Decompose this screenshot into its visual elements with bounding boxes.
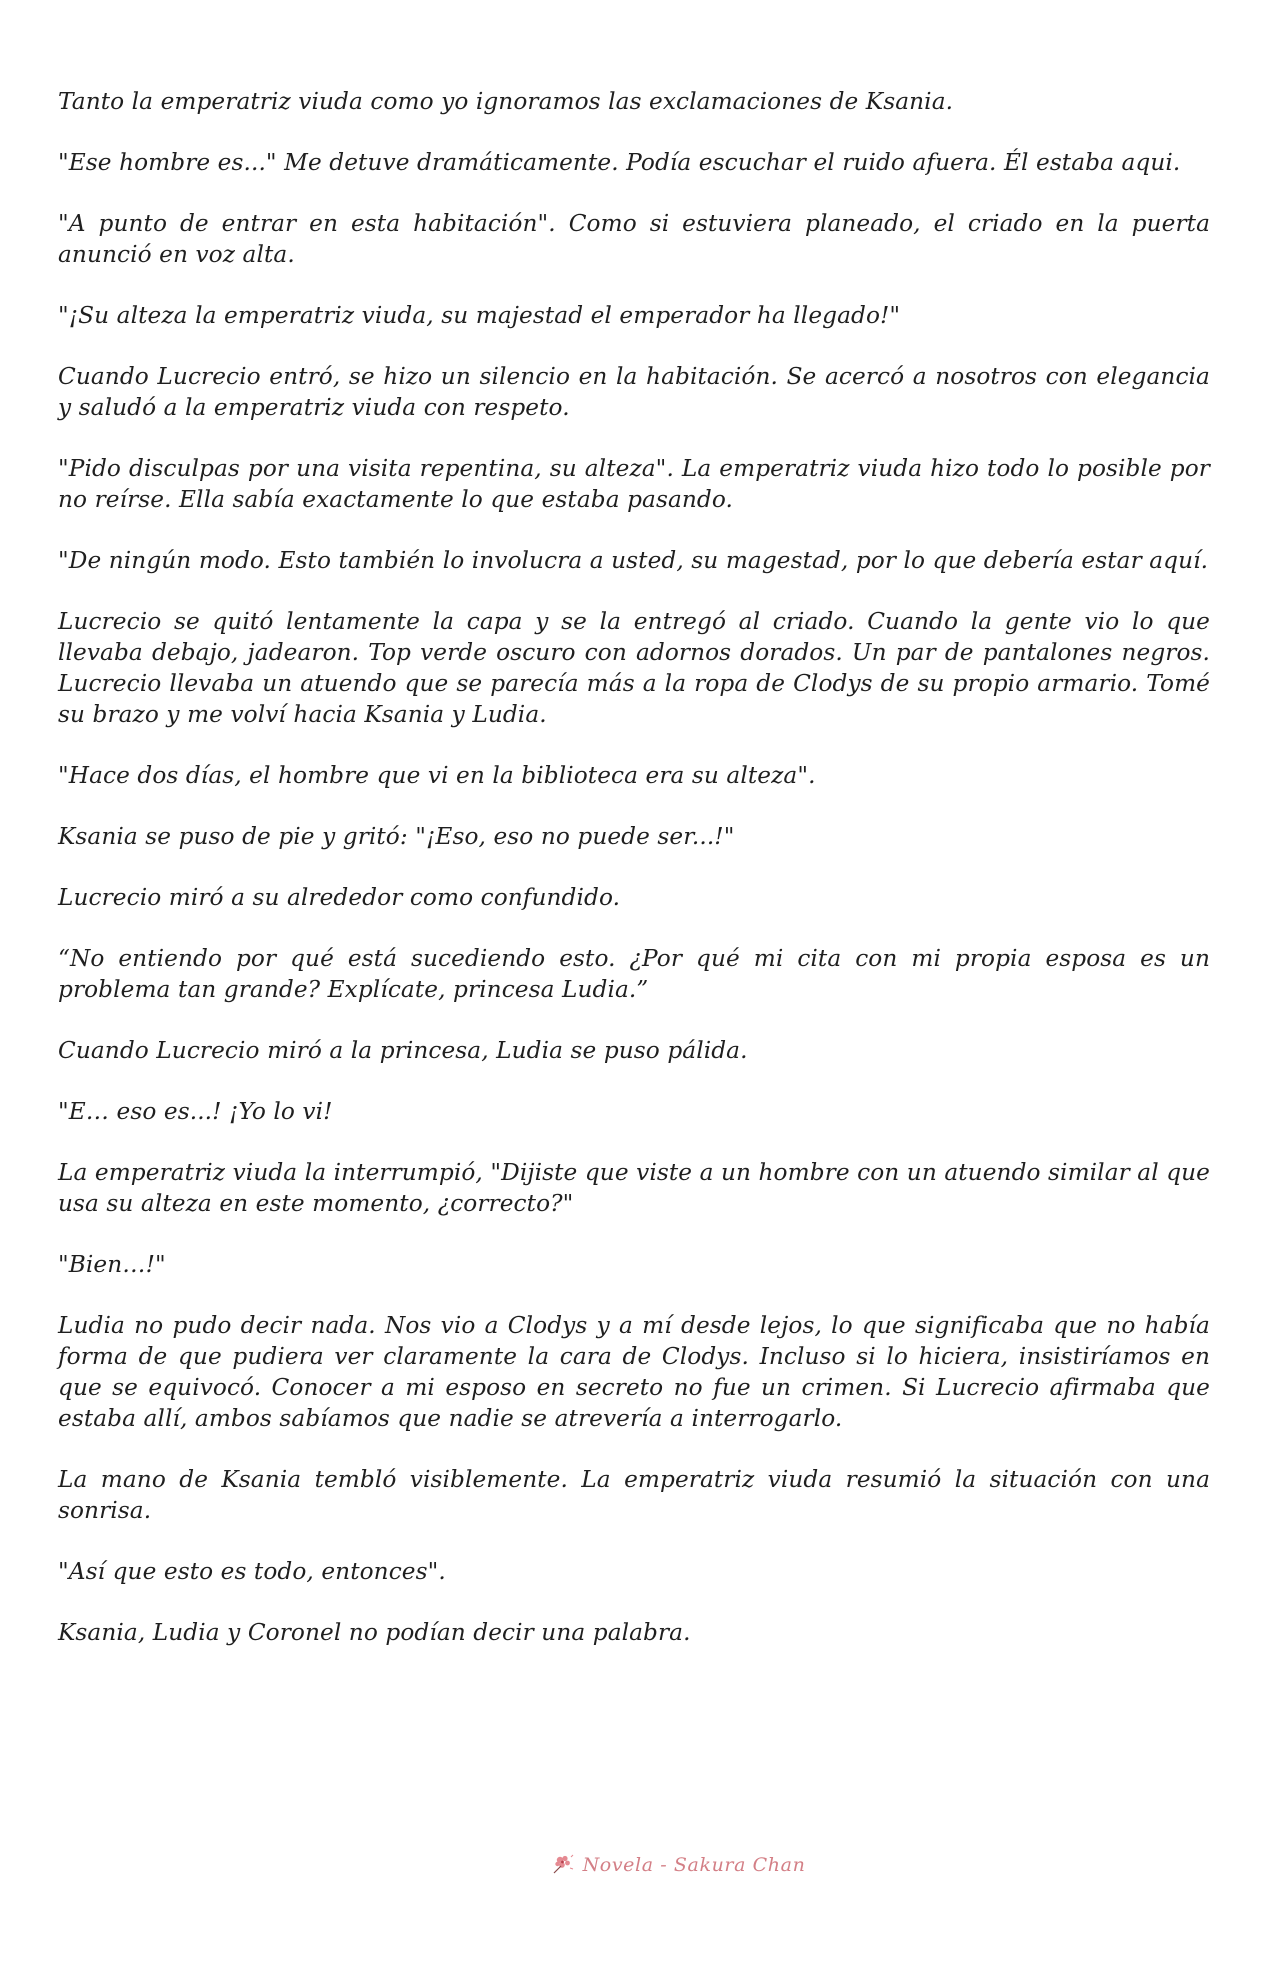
paragraph: Ksania, Ludia y Coronel no podían decir una palabra. (58, 1619, 691, 1646)
paragraph: La mano de Ksania tembló visiblemente. La emperatriz viuda resumió la situación con una sonrisa. (58, 1466, 1210, 1524)
paragraph: Lucrecio se quitó lentamente la capa y se la entregó al criado. Cuando la gente vio lo que llevaba debajo, jadearon. Top verde oscuro con adornos dorados. Un par de pantalones negros. Lucrecio llevaba un atuendo que se parecía más a la ropa de Clodys de su propio armario. Tomé su brazo y me volví hacia Ksania y Ludia. (58, 608, 1210, 728)
paragraph: Cuando Lucrecio entró, se hizo un silencio en la habitación. Se acercó a nosotros con elegancia y saludó a la emperatriz viuda con respeto. (58, 363, 1210, 421)
paragraph: "Hace dos días, el hombre que vi en la biblioteca era su alteza". (58, 762, 816, 789)
paragraph: Ksania se puso de pie y gritó: "¡Eso, eso no puede ser...!" (58, 823, 735, 850)
paragraph: “No entiendo por qué está sucediendo esto. ¿Por qué mi cita con mi propia esposa es un problema tan grande? Explícate, princesa Ludia.” (58, 945, 1210, 1003)
paragraph: Ludia no pudo decir nada. Nos vio a Clodys y a mí desde lejos, lo que significaba que no había forma de que pudiera ver claramente la cara de Clodys. Incluso si lo hiciera, insistiríamos en que se equivocó. Conocer a mi esposo en secreto no fue un crimen. Si Lucrecio afirmaba que estaba allí, ambos sabíamos que nadie se atrevería a interrogarlo. (58, 1312, 1210, 1432)
paragraph: La emperatriz viuda la interrumpió, "Dijiste que viste a un hombre con un atuendo similar al que usa su alteza en este momento, ¿correcto?" (58, 1159, 1210, 1217)
paragraph: "E… eso es...! ¡Yo lo vi! (58, 1098, 333, 1125)
paragraph: Tanto la emperatriz viuda como yo ignoramos las exclamaciones de Ksania. (58, 88, 954, 115)
watermark (551, 1854, 806, 1876)
paragraph: "Pido disculpas por una visita repentina, su alteza". La emperatriz viuda hizo todo lo posible por no reírse. Ella sabía exactamente lo que estaba pasando. (58, 455, 1210, 513)
paragraph: Lucrecio miró a su alrededor como confundido. (58, 884, 621, 911)
paragraph: "A punto de entrar en esta habitación". Como si estuviera planeado, el criado en la puerta anunció en voz alta. (58, 210, 1210, 268)
document-body (58, 86, 1210, 1678)
paragraph: "Así que esto es todo, entonces". (58, 1558, 446, 1585)
paragraph: "Ese hombre es..." Me detuve dramáticamente. Podía escuchar el ruido afuera. Él estaba aqui. (58, 149, 1181, 176)
watermark-text: Novela - Sakura Chan (582, 1854, 806, 1876)
paragraph: "¡Su alteza la emperatriz viuda, su majestad el emperador ha llegado!" (58, 302, 901, 329)
paragraph: "De ningún modo. Esto también lo involucra a usted, su magestad, por lo que debería estar aquí. (58, 547, 1209, 574)
footer-watermark (0, 1854, 1280, 1876)
sakura-blossom-icon (551, 1854, 577, 1876)
paragraph: Cuando Lucrecio miró a la princesa, Ludia se puso pálida. (58, 1037, 748, 1064)
paragraph: "Bien…!" (58, 1251, 166, 1278)
